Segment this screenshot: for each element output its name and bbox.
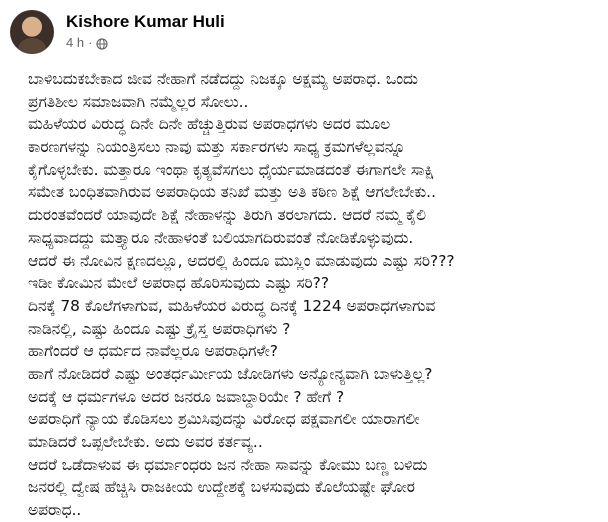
- post-text-line: ದಿನಕ್ಕೆ 78 ಕೊಲೆಗಳಾಗುವ, ಮಹಿಳೆಯರ ವಿರುದ್ಧ ದಿನಕ್ಕೆ 1224 ಅಪರಾಧಗಳಾಗುವ: [28, 296, 436, 315]
- post-text-line: ಕಾರಣಗಳನ್ನು ನಿಯಂತ್ರಿಸಲು ನಾವು ಮತ್ತು ಸರ್ಕಾರಗಳು ಸಾಧ್ಯ ಕ್ರಮಗಳೆಲ್ಲವನ್ನೂ: [28, 138, 406, 157]
- post-text-line: ದುರಂತವೆಂದರೆ ಯಾವುದೇ ಶಿಕ್ಷೆ ನೇಹಾಳನ್ನು ತಿರುಗಿ ತರಲಾಗದು. ಆದರೆ ನಮ್ಮ ಕೈಲಿ: [28, 206, 426, 225]
- post-subline: [66, 34, 225, 52]
- post-text-line: ಅದಕ್ಕೆ ಆ ಧರ್ಮಗಳೂ ಅದರ ಜನರೂ ಜವಾಬ್ದಾರಿಯೇ ? ಹೇಗೆ ?: [28, 387, 345, 406]
- post-text-line: ಬಾಳಿಬದುಕಬೇಕಾದ ಜೀವ ನೇಹಾಗೆ ನಡೆದದ್ದು ನಿಜಕ್ಕೂ ಅಕ್ಷಮ್ಯ ಅಪರಾಧ. ಒಂದು: [28, 70, 418, 88]
- post-text-line: ಹಾಗೆಂದರೆ ಆ ಧರ್ಮದ ನಾವೆಲ್ಲರೂ ಅಪರಾಧಿಗಳೇ?: [28, 342, 278, 361]
- post-text-line: ಆದರೆ ಒಡೆದಾಳುವ ಈ ಧರ್ಮಾಂಧರು ಜನ ನೇಹಾ ಸಾವನ್ನು ಕೋಮು ಬಣ್ಣ ಬಳಿದು: [28, 455, 428, 474]
- post-header: [10, 8, 225, 56]
- post-text-line: ಕೈಗೊಳ್ಳಬೇಕು. ಮತ್ತಾರೂ ಇಂಥಾ ಕೃತ್ಯವೆಸಗಲು ಧೈರ್ಯಮಾಡದಂತೆ ಈಗಾಗಲೇ ಸಾಕ್ಷಿ: [28, 160, 435, 179]
- post-text-line: ಸಮೇತ ಬಂಧಿತವಾಗಿರುವ ಅಪರಾಧಿಯ ತನಿಖೆ ಮತ್ತು ಅತಿ ಕಠಿಣ ಶಿಕ್ಷೆ ಆಗಲೇಬೇಕು..: [28, 183, 436, 202]
- post-timestamp[interactable]: 4 h: [66, 35, 85, 50]
- post-text-line: ಮಹಿಳೆಯರ ವಿರುದ್ಧ ದಿನೇ ದಿನೇ ಹೆಚ್ಚುತ್ತಿರುವ ಅಪರಾಧಗಳು ಅದರ ಮೂಲ: [28, 115, 391, 134]
- post-text-line: ಹಾಗೆ ನೋಡಿದರೆ ಎಷ್ಟು ಅಂತರ್ಧರ್ಮೀಯ ಜೋಡಿಗಳು ಅನ್ಯೋನ್ಯವಾಗಿ ಬಾಳುತ್ತಿಲ್ಲ?: [28, 364, 433, 383]
- post-text-line: ಪ್ರಗತಿಶೀಲ ಸಮಾಜವಾಗಿ ನಮ್ಮೆಲ್ಲರ ಸೋಲು..: [28, 92, 249, 111]
- post-meta: [66, 12, 225, 52]
- separator-dot: ·: [88, 35, 93, 50]
- post-text-line: ಜನರಲ್ಲಿ ದ್ವೇಷ ಹೆಚ್ಚಿಸಿ ರಾಜಕೀಯ ಉದ್ದೇಶಕ್ಕೆ ಬಳಸುವುದು ಕೊಲೆಯಷ್ಟೇ ಘೋರ: [28, 478, 415, 497]
- post-text-line: ಮಾಡಿದರೆ ಒಪ್ಪಲೇಬೇಕು. ಅದು ಅವರ ಕರ್ತವ್ಯ..: [28, 433, 263, 451]
- author-avatar[interactable]: [10, 10, 54, 54]
- post-text-line: ಆದರೆ ಈ ನೋವಿನ ಕ್ಷಣದಲ್ಲೂ, ಅದರಲ್ಲಿ ಹಿಂದೂ ಮುಸ್ಲಿಂ ಮಾಡುವುದು ಎಷ್ಟು ಸರಿ???: [28, 251, 455, 270]
- author-name[interactable]: Kishore Kumar Huli: [66, 12, 225, 31]
- post-text-line: ಸಾಧ್ಯವಾದದ್ದು ಮತ್ತ್ಯಾರೂ ನೇಹಾಳಂತೆ ಬಲಿಯಾಗದಿರುವಂತೆ ನೋಡಿಕೊಳ್ಳುವುದು.: [28, 228, 414, 247]
- globe-icon[interactable]: [96, 37, 108, 49]
- post-text-line: ಅಪರಾಧಿಗೆ ನ್ಯಾಯ ಕೊಡಿಸಲು ಶ್ರಮಿಸಿವುದನ್ನು ವಿರೋಧ ಪಕ್ಷವಾಗಲೀ ಯಾರಾಗಲೀ: [28, 410, 420, 429]
- post-text-line: ಇಡೀ ಕೋಮಿನ ಮೇಲೆ ಅಪರಾಧ ಹೊರಿಸುವುದು ಎಷ್ಟು ಸರಿ??: [28, 274, 330, 293]
- post-text: [28, 68, 600, 522]
- post-text-line: ಅಪರಾಧ..: [28, 501, 82, 520]
- post-text-line: ನಾಡಿನಲ್ಲಿ, ಎಷ್ಟು ಹಿಂದೂ ಎಷ್ಟು ಕ್ರೈಸ್ತ ಅಪರಾಧಿಗಳು ?: [28, 319, 291, 338]
